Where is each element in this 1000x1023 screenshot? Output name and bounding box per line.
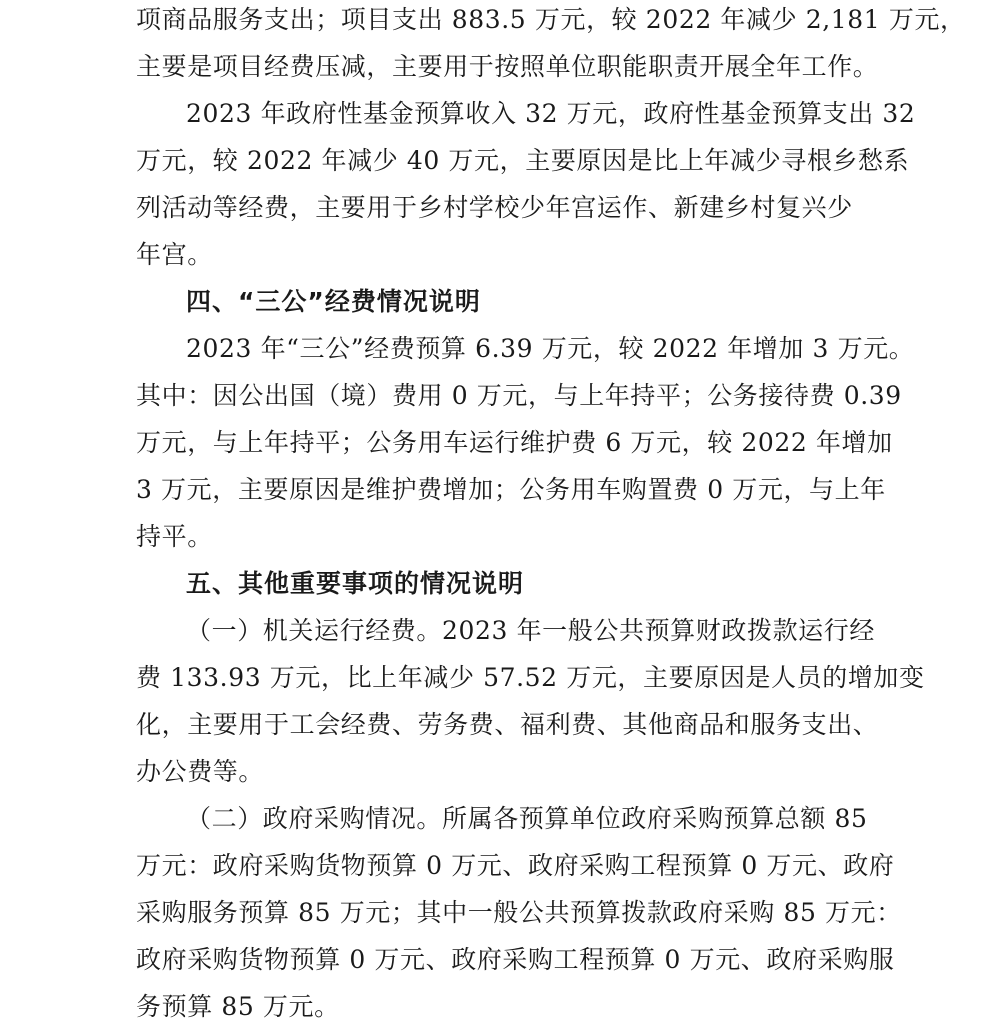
text-line-19: 万元：政府采购货物预算 0 万元、政府采购工程预算 0 万元、政府	[136, 851, 895, 880]
text-line-15: 费 133.93 万元，比上年减少 57.52 万元，主要原因是人员的增加变	[136, 663, 925, 692]
text-line-17: 办公费等。	[136, 757, 265, 786]
section-heading-4: 四、“三公”经费情况说明	[186, 287, 481, 316]
text-line-9: 其中：因公出国（境）费用 0 万元，与上年持平；公务接待费 0.39	[136, 381, 902, 410]
text-line-4: 万元，较 2022 年减少 40 万元，主要原因是比上年减少寻根乡愁系	[136, 146, 910, 175]
text-line-14: （一）机关运行经费。2023 年一般公共预算财政拨款运行经	[186, 616, 875, 645]
text-line-16: 化，主要用于工会经费、劳务费、福利费、其他商品和服务支出、	[136, 710, 879, 739]
text-line-11: 3 万元，主要原因是维护费增加；公务用车购置费 0 万元，与上年	[136, 475, 886, 504]
text-line-3: 2023 年政府性基金预算收入 32 万元，政府性基金预算支出 32	[186, 99, 916, 128]
text-line-2: 主要是项目经费压减，主要用于按照单位职能职责开展全年工作。	[136, 52, 879, 81]
text-line-22: 务预算 85 万元。	[136, 992, 340, 1021]
text-line-20: 采购服务预算 85 万元；其中一般公共预算拨款政府采购 85 万元：	[136, 898, 902, 927]
text-line-8: 2023 年“三公”经费预算 6.39 万元，较 2022 年增加 3 万元。	[186, 334, 915, 363]
text-line-1: 项商品服务支出；项目支出 883.5 万元，较 2022 年减少 2,181 万元，	[136, 5, 966, 34]
text-line-21: 政府采购货物预算 0 万元、政府采购工程预算 0 万元、政府采购服	[136, 945, 895, 974]
section-heading-5: 五、其他重要事项的情况说明	[186, 569, 525, 598]
text-line-12: 持平。	[136, 522, 213, 551]
text-line-6: 年宫。	[136, 240, 213, 269]
text-line-5: 列活动等经费，主要用于乡村学校少年宫运作、新建乡村复兴少	[136, 193, 853, 222]
text-line-18: （二）政府采购情况。所属各预算单位政府采购预算总额 85	[186, 804, 868, 833]
text-line-10: 万元，与上年持平；公务用车运行维护费 6 万元，较 2022 年增加	[136, 428, 893, 457]
